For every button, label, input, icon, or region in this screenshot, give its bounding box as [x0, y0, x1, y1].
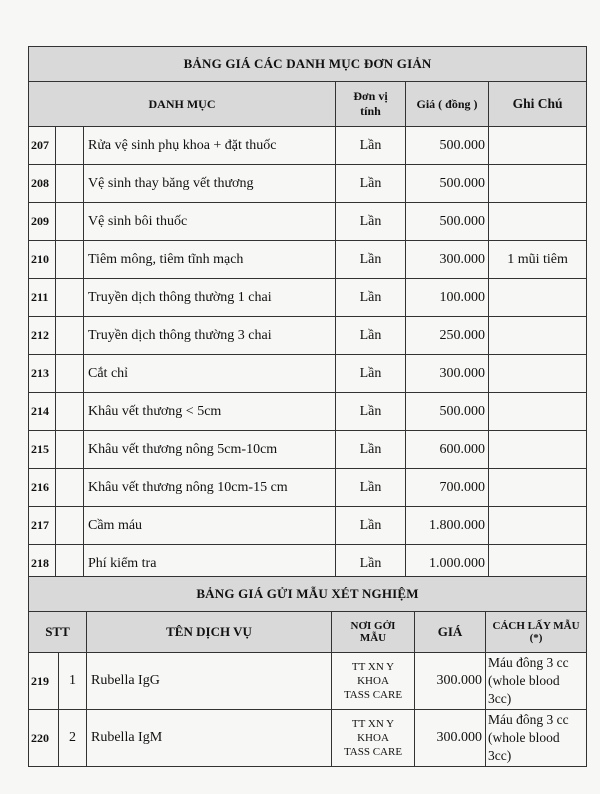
- row-name: Cắt chỉ: [84, 355, 336, 393]
- row-unit: Lần: [336, 165, 406, 203]
- table-row: [29, 241, 587, 279]
- row-id: 208: [29, 165, 56, 203]
- row-name: Vệ sinh bôi thuốc: [84, 203, 336, 241]
- row-name: Khâu vết thương < 5cm: [84, 393, 336, 431]
- row-name: Rửa vệ sinh phụ khoa + đặt thuốc: [84, 127, 336, 165]
- header-method-line2: (*): [529, 632, 543, 644]
- row-method: [486, 653, 587, 710]
- table-row: [29, 469, 587, 507]
- row-price: 500.000: [406, 165, 489, 203]
- row-sub-cell: [56, 203, 84, 241]
- simple-items-price-table: [28, 46, 587, 583]
- row-id: 207: [29, 127, 56, 165]
- row-method-line: (whole blood: [488, 730, 560, 745]
- row-unit: Lần: [336, 393, 406, 431]
- row-sub-cell: [56, 279, 84, 317]
- header-lab-line1: NƠI GỞI: [350, 620, 396, 632]
- row-lab-line: TASS CARE: [343, 746, 403, 758]
- header-method: [486, 612, 587, 653]
- row-lab: [332, 653, 415, 710]
- row-id: 215: [29, 431, 56, 469]
- table-header-row: [29, 82, 587, 127]
- row-note: [489, 203, 587, 241]
- header-service: TÊN DỊCH VỤ: [87, 612, 332, 653]
- row-price: 300.000: [415, 653, 486, 710]
- row-name: Tiêm mông, tiêm tĩnh mạch: [84, 241, 336, 279]
- row-price: 300.000: [415, 710, 486, 767]
- row-sub-cell: [56, 355, 84, 393]
- row-price: 100.000: [406, 279, 489, 317]
- row-unit: Lần: [336, 203, 406, 241]
- row-id: 220: [29, 710, 59, 767]
- row-sub-cell: [56, 241, 84, 279]
- row-id: 219: [29, 653, 59, 710]
- row-method-line: Máu đông 3 cc: [488, 655, 569, 670]
- row-unit: Lần: [336, 317, 406, 355]
- table-row: [29, 279, 587, 317]
- row-name: Cầm máu: [84, 507, 336, 545]
- row-unit: Lần: [336, 469, 406, 507]
- row-name: Truyền dịch thông thường 1 chai: [84, 279, 336, 317]
- header-lab: [332, 612, 415, 653]
- table-row: [29, 203, 587, 241]
- row-name: Khâu vết thương nông 10cm-15 cm: [84, 469, 336, 507]
- lab-test-price-table: [28, 576, 587, 767]
- row-id: 218: [29, 545, 56, 583]
- row-price: 1.800.000: [406, 507, 489, 545]
- row-note: [489, 393, 587, 431]
- row-note: 1 mũi tiêm: [489, 241, 587, 279]
- table-row: [29, 355, 587, 393]
- row-unit: Lần: [336, 545, 406, 583]
- table-row: [29, 127, 587, 165]
- row-note: [489, 507, 587, 545]
- header-lab-line2: MẪU: [359, 632, 387, 644]
- row-stt: 2: [59, 710, 87, 767]
- row-sub-cell: [56, 165, 84, 203]
- row-lab-line: TT XN Y: [351, 661, 395, 673]
- row-sub-cell: [56, 127, 84, 165]
- section-title: BẢNG GIÁ GỬI MẪU XÉT NGHIỆM: [29, 577, 587, 612]
- row-sub-cell: [56, 431, 84, 469]
- row-price: 300.000: [406, 355, 489, 393]
- row-lab-line: TT XN Y: [351, 718, 395, 730]
- row-name: Khâu vết thương nông 5cm-10cm: [84, 431, 336, 469]
- row-id: 211: [29, 279, 56, 317]
- row-price: 300.000: [406, 241, 489, 279]
- section-title: BẢNG GIÁ CÁC DANH MỤC ĐƠN GIẢN: [29, 47, 587, 82]
- table-row: [29, 431, 587, 469]
- row-unit: Lần: [336, 355, 406, 393]
- row-sub-cell: [56, 469, 84, 507]
- row-unit: Lần: [336, 507, 406, 545]
- row-note: [489, 431, 587, 469]
- row-unit: Lần: [336, 431, 406, 469]
- table-row: [29, 393, 587, 431]
- table-row: [29, 317, 587, 355]
- header-category: DANH MỤC: [29, 82, 336, 127]
- row-price: 600.000: [406, 431, 489, 469]
- row-price: 1.000.000: [406, 545, 489, 583]
- section-title-row: [29, 47, 587, 82]
- row-note: [489, 317, 587, 355]
- row-method-line: 3cc): [488, 691, 512, 706]
- header-unit-line1: Đơn vị: [353, 89, 388, 103]
- header-method-line1: CÁCH LẤY MẪU: [492, 620, 580, 632]
- row-price: 500.000: [406, 203, 489, 241]
- row-sub-cell: [56, 317, 84, 355]
- row-unit: Lần: [336, 279, 406, 317]
- section-title-row: [29, 577, 587, 612]
- row-id: 213: [29, 355, 56, 393]
- row-lab-line: TASS CARE: [343, 689, 403, 701]
- row-price: 500.000: [406, 393, 489, 431]
- row-id: 217: [29, 507, 56, 545]
- row-id: 210: [29, 241, 56, 279]
- row-service: Rubella IgG: [87, 653, 332, 710]
- row-service: Rubella IgM: [87, 710, 332, 767]
- row-name: Vệ sinh thay băng vết thương: [84, 165, 336, 203]
- table-header-row: [29, 612, 587, 653]
- row-note: [489, 127, 587, 165]
- row-note: [489, 279, 587, 317]
- row-id: 214: [29, 393, 56, 431]
- table-row: [29, 507, 587, 545]
- row-unit: Lần: [336, 127, 406, 165]
- row-note: [489, 469, 587, 507]
- header-unit: [336, 82, 406, 127]
- row-method-line: (whole blood: [488, 673, 560, 688]
- row-sub-cell: [56, 393, 84, 431]
- header-stt: STT: [29, 612, 87, 653]
- row-id: 209: [29, 203, 56, 241]
- row-lab: [332, 710, 415, 767]
- row-name: Truyền dịch thông thường 3 chai: [84, 317, 336, 355]
- row-stt: 1: [59, 653, 87, 710]
- row-unit: Lần: [336, 241, 406, 279]
- row-price: 500.000: [406, 127, 489, 165]
- row-id: 212: [29, 317, 56, 355]
- row-id: 216: [29, 469, 56, 507]
- header-price: GIÁ: [415, 612, 486, 653]
- row-price: 700.000: [406, 469, 489, 507]
- header-note: Ghi Chú: [489, 82, 587, 127]
- row-lab-line: KHOA: [357, 732, 389, 744]
- row-note: [489, 165, 587, 203]
- header-unit-line2: tính: [360, 104, 381, 118]
- row-name: Phí kiểm tra: [84, 545, 336, 583]
- table-row: [29, 710, 587, 767]
- row-method-line: 3cc): [488, 748, 512, 763]
- row-method-line: Máu đông 3 cc: [488, 712, 569, 727]
- table-row: [29, 165, 587, 203]
- row-price: 250.000: [406, 317, 489, 355]
- header-price: Giá ( đồng ): [406, 82, 489, 127]
- row-method: [486, 710, 587, 767]
- row-note: [489, 355, 587, 393]
- row-sub-cell: [56, 507, 84, 545]
- row-lab-line: KHOA: [357, 675, 389, 687]
- table-row: [29, 653, 587, 710]
